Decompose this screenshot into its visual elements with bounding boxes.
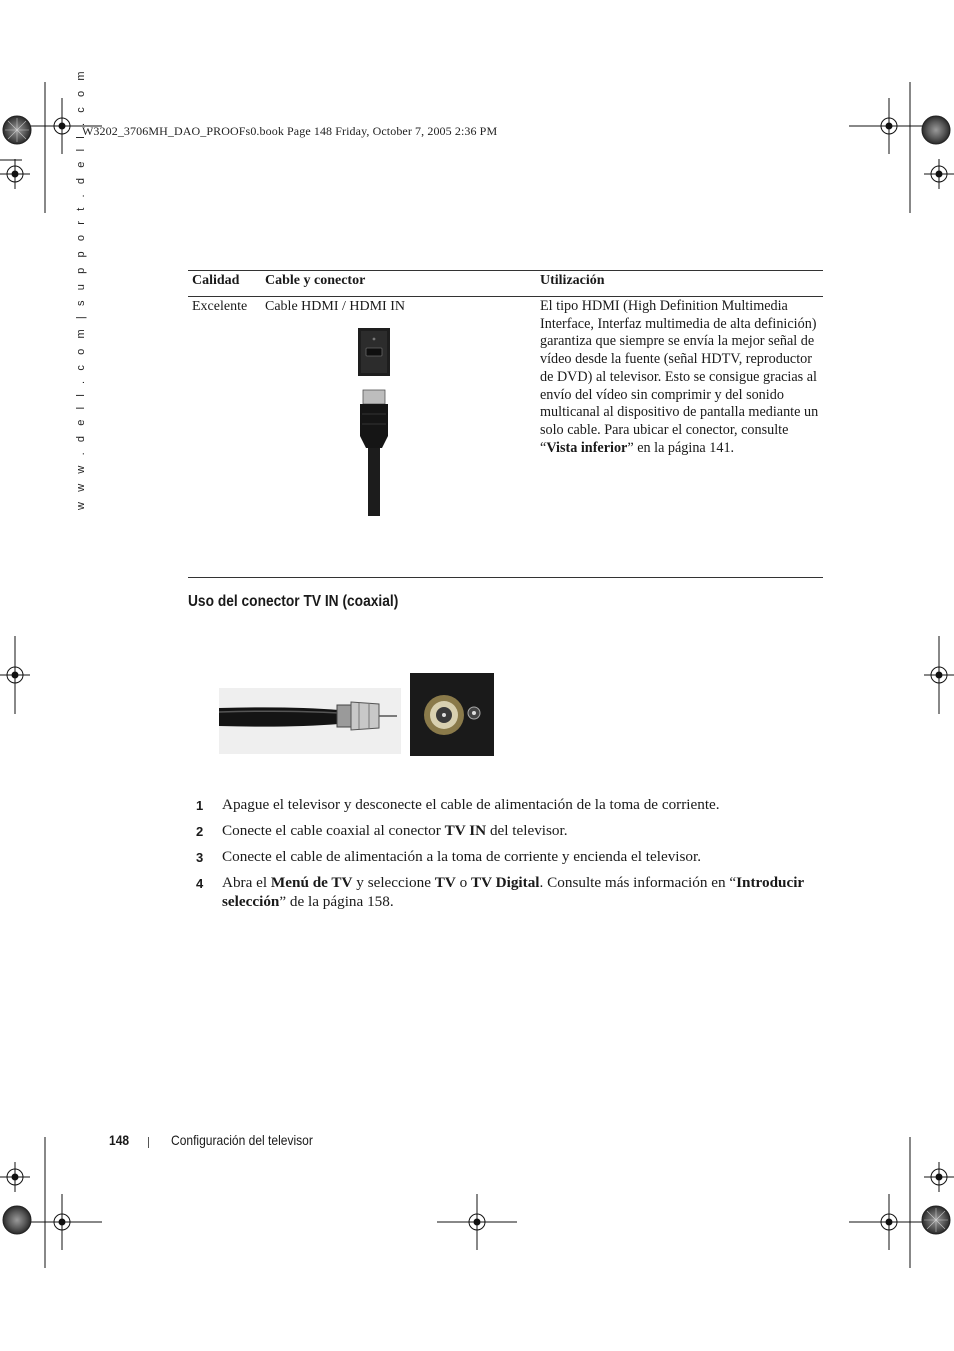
- cell-usage-description: [540, 298, 824, 457]
- cell-quality: Excelente: [192, 299, 248, 314]
- step-number: 4: [196, 876, 204, 891]
- step-text-run: . Consulte más información en “: [539, 874, 737, 891]
- print-slug-line: W3202_3706MH_DAO_PROOFs0.book Page 148 Friday, October 7, 2005 2:36 PM: [82, 124, 498, 138]
- step-text: [222, 848, 701, 865]
- step-emphasis: TV IN: [444, 822, 487, 839]
- step-emphasis: Menú de TV: [270, 874, 353, 891]
- table-bottom-rule: [188, 577, 823, 578]
- step-emphasis: Introducir selección: [222, 874, 804, 910]
- step-text-run: o: [455, 874, 472, 891]
- step-text-run: Abra el: [222, 874, 271, 891]
- cell-cable: Cable HDMI / HDMI IN: [265, 299, 405, 314]
- step-text-run: Conecte el cable coaxial al conector: [222, 822, 445, 839]
- step-emphasis: TV: [434, 874, 456, 891]
- usage-text-tail: ” en la página 141.: [627, 439, 735, 456]
- step-item: [196, 847, 836, 866]
- step-item: [196, 795, 836, 814]
- col-header-usage: Utilización: [540, 273, 605, 288]
- step-item: [196, 873, 836, 911]
- tv-in-coaxial-connector-photo: [410, 673, 494, 756]
- step-text-run: ” de la página 158.: [279, 893, 394, 910]
- col-header-quality: Calidad: [192, 273, 240, 288]
- hdmi-connector-photo: [358, 328, 390, 376]
- table-top-rule: [188, 270, 823, 271]
- footer-section-title: Configuración del televisor: [171, 1132, 313, 1148]
- link-vista-inferior[interactable]: Vista inferior: [546, 439, 628, 456]
- col-header-cable: Cable y conector: [265, 273, 366, 288]
- step-number: 2: [196, 824, 204, 839]
- step-text-run: del televisor.: [486, 822, 568, 839]
- instruction-steps: [196, 795, 836, 918]
- coaxial-cable-photo: [219, 688, 401, 754]
- step-number: 3: [196, 850, 204, 865]
- hdmi-cable-photo: [356, 388, 392, 516]
- step-text-run: y seleccione: [352, 874, 435, 891]
- step-text-run: Conecte el cable de alimentación a la toma de corriente y encienda el televisor.: [222, 848, 702, 865]
- step-text: [222, 822, 568, 839]
- usage-text: El tipo HDMI (High Definition Multimedia Interface, Interfaz multimedia de alta definición) garantiza que siempre se envía la mejor señal de vídeo desde la fuente (señal HDTV, reproductor de DVD) al televisor. Esto se consigue gracias al envío del vídeo sin comprimir y del sonido multicanal al dispositivo de pantalla mediante un solo cable. Para ubicar el conector, consulte “: [540, 298, 819, 456]
- side-url-text: w w w . d e l l . c o m | s u p p o r t . d e l l . c o m: [75, 67, 87, 510]
- step-text: [222, 874, 804, 910]
- step-emphasis: TV Digital: [471, 874, 540, 891]
- section-heading: Uso del conector TV IN (coaxial): [188, 593, 399, 610]
- table-header-rule: [188, 296, 823, 297]
- step-item: [196, 821, 836, 840]
- footer-separator: [148, 1137, 149, 1148]
- step-number: 1: [196, 798, 204, 813]
- page-number: 148: [109, 1132, 130, 1148]
- step-text: [222, 796, 720, 813]
- step-text-run: Apague el televisor y desconecte el cable de alimentación de la toma de corriente.: [222, 796, 720, 813]
